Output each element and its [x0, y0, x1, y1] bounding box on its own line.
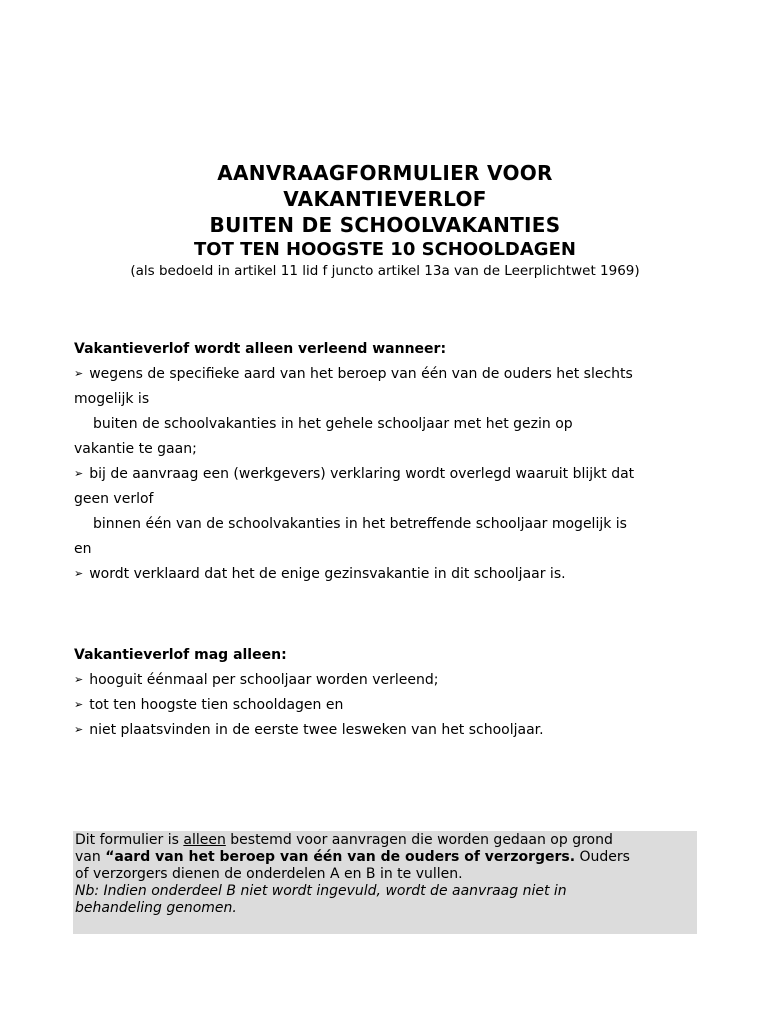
notice-italic-line: Nb: Indien onderdeel B niet wordt ingevuld, wordt de aanvraag niet in — [75, 883, 567, 899]
arrow-bullet-icon: ➢ — [74, 698, 84, 711]
arrow-bullet-icon: ➢ — [74, 367, 84, 380]
list-item-continuation: vakantie te gaan; — [74, 441, 197, 457]
list-item: ➢ wordt verklaard dat het de enige gezinsvakantie in dit schooljaar is. — [74, 566, 566, 582]
notice-line: Dit formulier is alleen bestemd voor aanvragen die worden gedaan op grond — [75, 832, 613, 848]
list-item: ➢ wegens de specifieke aard van het beroep van één van de ouders het slechts — [74, 366, 633, 382]
restrictions-section — [74, 643, 704, 743]
list-item: ➢ bij de aanvraag een (werkgevers) verklaring wordt overlegd waaruit blijkt dat — [74, 466, 635, 482]
conditions-section — [74, 337, 704, 587]
list-item-continuation: binnen één van de schoolvakanties in het betreffende schooljaar mogelijk is — [93, 516, 627, 532]
title-line-3: BUITEN DE SCHOOLVAKANTIES — [209, 213, 561, 237]
arrow-bullet-icon: ➢ — [74, 567, 84, 580]
list-item-continuation: en — [74, 541, 92, 557]
arrow-bullet-icon: ➢ — [74, 673, 84, 686]
notice-box — [73, 831, 697, 934]
list-item: ➢ hooguit éénmaal per schooljaar worden verleend; — [74, 672, 439, 688]
list-item-continuation: geen verlof — [74, 491, 154, 507]
title-subtitle: (als bedoeld in artikel 11 lid f juncto artikel 13a van de Leerplichtwet 1969) — [130, 263, 640, 279]
notice-italic-line: behandeling genomen. — [75, 900, 237, 916]
notice-line: van “aard van het beroep van één van de ouders of verzorgers. Ouders — [75, 849, 630, 865]
list-item-continuation: buiten de schoolvakanties in het gehele schooljaar met het gezin op — [93, 416, 573, 432]
title-line-2: VAKANTIEVERLOF — [283, 187, 487, 211]
list-item: ➢ tot ten hoogste tien schooldagen en — [74, 697, 344, 713]
list-item: ➢ niet plaatsvinden in de eerste twee lesweken van het schooljaar. — [74, 722, 544, 738]
arrow-bullet-icon: ➢ — [74, 723, 84, 736]
title-line-1: AANVRAAGFORMULIER VOOR — [217, 161, 553, 185]
document-title — [0, 160, 770, 280]
emphasis-bold: “aard van het beroep van één van de ouders of verzorgers. — [105, 849, 576, 865]
title-line-4: TOT TEN HOOGSTE 10 SCHOOLDAGEN — [194, 239, 576, 260]
conditions-heading: Vakantieverlof wordt alleen verleend wanneer: — [74, 341, 447, 357]
arrow-bullet-icon: ➢ — [74, 467, 84, 480]
list-item-continuation: mogelijk is — [74, 391, 150, 407]
restrictions-heading: Vakantieverlof mag alleen: — [74, 647, 287, 663]
emphasis-alleen: alleen — [183, 832, 226, 848]
notice-line: of verzorgers dienen de onderdelen A en B in te vullen. — [75, 866, 463, 882]
